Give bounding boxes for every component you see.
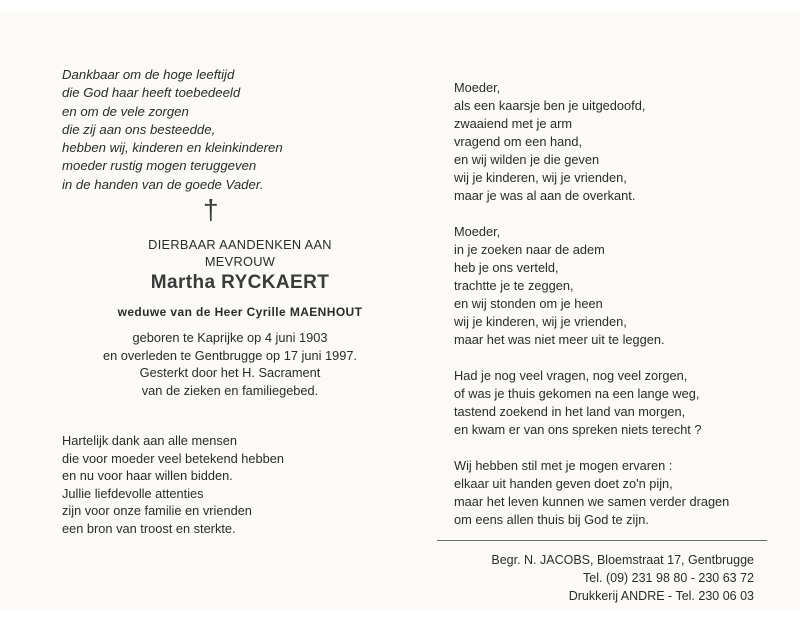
death-line: en overleden te Gentbrugge op 17 juni 1997. bbox=[102, 347, 357, 363]
printer-line: Drukkerij ANDRE - Tel. 230 06 03 bbox=[568, 589, 754, 603]
undertaker-line: Begr. N. JACOBS, Bloemstraat 17, Gentbrugge bbox=[491, 553, 754, 567]
sacrament-line-2: van de zieken en familiegebed. bbox=[141, 382, 319, 398]
poem-line: of was je thuis gekomen na een lange weg, bbox=[454, 386, 700, 401]
thanks-line: Jullie liefdevolle attenties bbox=[62, 485, 204, 501]
title-line: MEVROUW bbox=[204, 254, 276, 269]
poem-line: zwaaiend met je arm bbox=[454, 116, 573, 131]
poem-line: Moeder, bbox=[454, 80, 501, 95]
stanza-3 bbox=[454, 367, 729, 439]
printer-info bbox=[420, 551, 754, 605]
poem-line: en wij stonden om je heen bbox=[454, 296, 603, 311]
poem-line: Wij hebben stil met je mogen ervaren : bbox=[454, 458, 673, 473]
poem-line: maar het was niet meer uit te leggen. bbox=[454, 332, 665, 347]
poem-line: in de handen van de goede Vader. bbox=[62, 176, 264, 192]
poem-line: die zij aan ons besteedde, bbox=[62, 121, 216, 137]
stanza-2 bbox=[454, 223, 729, 349]
poem-line: heb je ons verteld, bbox=[454, 260, 559, 275]
thanks-line: een bron van troost en sterkte. bbox=[62, 520, 236, 536]
stanza-1 bbox=[454, 79, 729, 205]
poem-line: en om de vele zorgen bbox=[62, 103, 189, 119]
poem-line: trachtte je te zeggen, bbox=[454, 278, 574, 293]
thanks-message bbox=[62, 432, 284, 537]
poem-line: in je zoeken naar de adem bbox=[454, 242, 605, 257]
poem-line: Had je nog veel vragen, nog veel zorgen, bbox=[454, 368, 688, 383]
poem-line: vragend om een hand, bbox=[454, 134, 583, 149]
poem-line: Dankbaar om de hoge leeftijd bbox=[62, 67, 235, 82]
poem-line: en kwam er van ons spreken niets terecht ? bbox=[454, 422, 702, 437]
birth-line: geboren te Kaprijke op 4 juni 1903 bbox=[132, 330, 328, 345]
phone-line: Tel. (09) 231 98 80 - 230 63 72 bbox=[583, 571, 754, 585]
thanks-line: en nu voor haar willen bidden. bbox=[62, 468, 233, 483]
stanza-4 bbox=[454, 457, 729, 529]
remembrance-heading bbox=[120, 236, 360, 270]
bottom-margin bbox=[0, 609, 800, 617]
poem-line: tastend zoekend in het land van morgen, bbox=[454, 404, 686, 419]
top-margin bbox=[0, 0, 800, 12]
sacrament-line: Gesterkt door het H. Sacrament bbox=[139, 365, 321, 380]
dedication-poem bbox=[62, 66, 283, 194]
poem-line: om eens allen thuis bij God te zijn. bbox=[454, 512, 649, 527]
poem-line: wij je kinderen, wij je vrienden, bbox=[454, 314, 627, 329]
thanks-line: zijn voor onze familie en vrienden bbox=[62, 503, 252, 518]
poem-line: en wij wilden je die geven bbox=[454, 152, 600, 167]
thanks-line: Hartelijk dank aan alle mensen bbox=[62, 433, 237, 448]
widow-of: weduwe van de Heer Cyrille MAENHOUT bbox=[117, 305, 363, 319]
poem-line: als een kaarsje ben je uitgedoofd, bbox=[454, 98, 646, 113]
poem-line: wij je kinderen, wij je vrienden, bbox=[454, 170, 627, 185]
poem-line: maar je was al aan de overkant. bbox=[454, 188, 636, 203]
poem-line: maar het leven kunnen we samen verder dragen bbox=[454, 494, 730, 509]
poem-line: Moeder, bbox=[454, 224, 501, 239]
poem-line: die God haar heeft toebedeeld bbox=[62, 85, 241, 101]
cross-icon: † bbox=[203, 194, 219, 225]
remembrance-line: DIERBAAR AANDENKEN AAN bbox=[148, 237, 332, 252]
poem-line: moeder rustig mogen teruggeven bbox=[62, 158, 257, 174]
mother-poem bbox=[454, 79, 729, 547]
deceased-name: Martha RYCKAERT bbox=[150, 272, 330, 293]
poem-line: hebben wij, kinderen en kleinkinderen bbox=[62, 140, 283, 156]
poem-line: elkaar uit handen geven doet zo'n pijn, bbox=[454, 476, 673, 491]
biography bbox=[80, 329, 380, 399]
divider bbox=[437, 540, 767, 541]
thanks-line: die voor moeder veel betekend hebben bbox=[62, 450, 284, 466]
